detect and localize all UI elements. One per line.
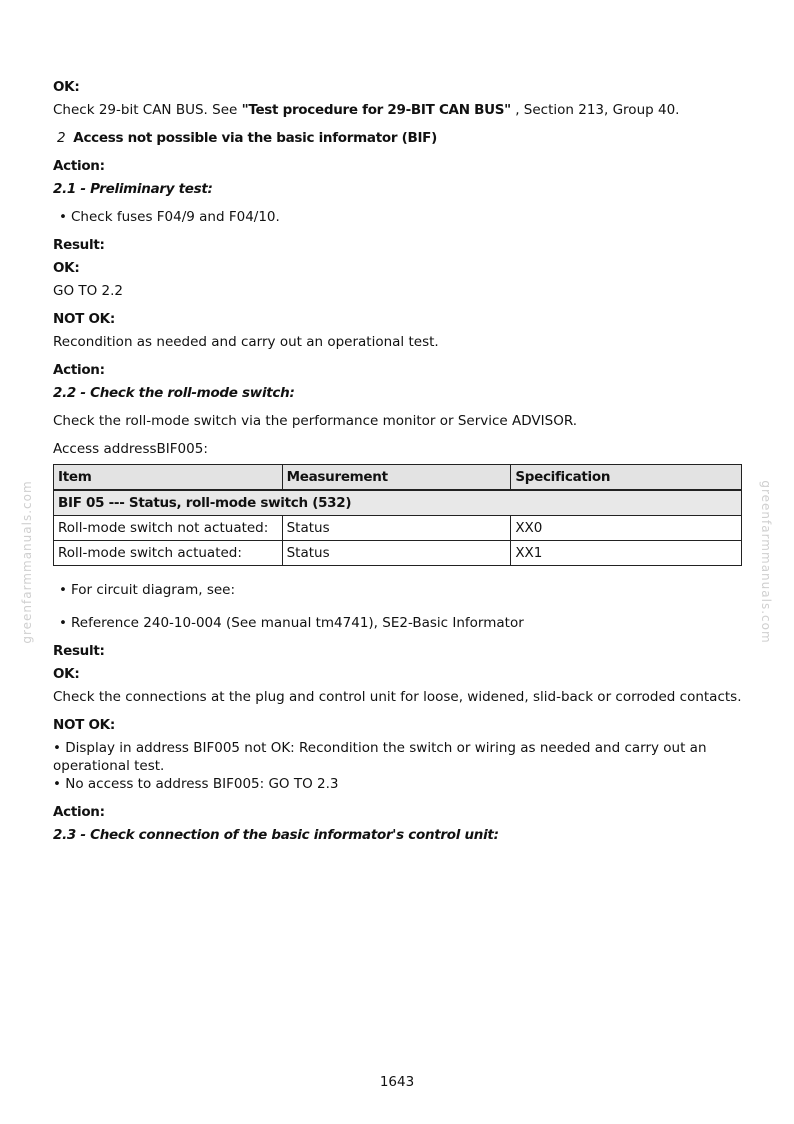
check-instruction: Check the roll-mode switch via the performance monitor or Service ADVISOR. bbox=[53, 413, 578, 429]
ok-text-post: , Section 213, Group 40. bbox=[510, 102, 680, 118]
specification-table bbox=[53, 464, 742, 566]
table-cell: XX0 bbox=[511, 516, 742, 541]
table-header-row bbox=[54, 465, 742, 491]
ok-label: OK: bbox=[53, 666, 80, 682]
column-header-measurement: Measurement bbox=[282, 465, 511, 491]
not-ok-text-line: • Display in address BIF005 not OK: Recondition the switch or wiring as needed and carry out an operational test. bbox=[53, 740, 707, 774]
watermark-left: greenfarmmanuals.com bbox=[20, 480, 34, 644]
test-procedure-link[interactable]: "Test procedure for 29-BIT CAN BUS" bbox=[241, 102, 511, 118]
watermark-right: greenfarmmanuals.com bbox=[759, 480, 773, 644]
not-ok-label: NOT OK: bbox=[53, 311, 115, 327]
access-address: Access addressBIF005: bbox=[53, 441, 208, 457]
action-label: Action: bbox=[53, 362, 105, 378]
result-label: Result: bbox=[53, 643, 105, 659]
ok-text: GO TO 2.2 bbox=[53, 283, 124, 299]
list-item bbox=[53, 581, 743, 599]
table-cell: Roll-mode switch not actuated: bbox=[54, 516, 283, 541]
action-label: Action: bbox=[53, 158, 105, 174]
list-item bbox=[53, 208, 743, 226]
action-label: Action: bbox=[53, 804, 105, 820]
list-item bbox=[53, 614, 743, 632]
list-item-text: Check fuses F04/9 and F04/10. bbox=[71, 209, 280, 225]
bullet-icon: • bbox=[59, 615, 67, 631]
ok-label: OK: bbox=[53, 260, 80, 276]
subheading-2-2: 2.2 - Check the roll-mode switch: bbox=[53, 385, 295, 401]
table-group-title: BIF 05 --- Status, roll-mode switch (532) bbox=[54, 490, 742, 516]
page-number: 1643 bbox=[379, 1074, 415, 1090]
list-item-text: Reference 240-10-004 (See manual tm4741), SE2-Basic Informator bbox=[71, 615, 524, 631]
table-cell: XX1 bbox=[511, 541, 742, 566]
not-ok-label: NOT OK: bbox=[53, 717, 115, 733]
table-row bbox=[54, 516, 742, 541]
table-cell: Roll-mode switch actuated: bbox=[54, 541, 283, 566]
table-cell: Status bbox=[282, 541, 511, 566]
step-2-heading bbox=[53, 129, 743, 147]
ok-text bbox=[53, 101, 743, 119]
bullet-icon: • bbox=[59, 582, 67, 598]
step-number: 2 bbox=[57, 130, 66, 146]
not-ok-text-line: • No access to address BIF005: GO TO 2.3 bbox=[53, 776, 339, 792]
step-title: Access not possible via the basic informator (BIF) bbox=[73, 130, 437, 146]
subheading-2-3: 2.3 - Check connection of the basic informator's control unit: bbox=[53, 827, 499, 843]
not-ok-text: Recondition as needed and carry out an operational test. bbox=[53, 334, 439, 350]
table-cell: Status bbox=[282, 516, 511, 541]
column-header-item: Item bbox=[54, 465, 283, 491]
ok-text: Check the connections at the plug and control unit for loose, widened, slid-back or corroded contacts. bbox=[53, 689, 742, 705]
bullet-icon: • bbox=[59, 209, 67, 225]
ok-text-pre: Check 29-bit CAN BUS. See bbox=[53, 102, 242, 118]
result-label: Result: bbox=[53, 237, 105, 253]
table-group-row bbox=[54, 490, 742, 516]
list-item-text: For circuit diagram, see: bbox=[71, 582, 236, 598]
document-body bbox=[53, 78, 743, 844]
ok-label: OK: bbox=[53, 79, 80, 95]
table-row bbox=[54, 541, 742, 566]
column-header-specification: Specification bbox=[511, 465, 742, 491]
subheading-2-1: 2.1 - Preliminary test: bbox=[53, 181, 213, 197]
